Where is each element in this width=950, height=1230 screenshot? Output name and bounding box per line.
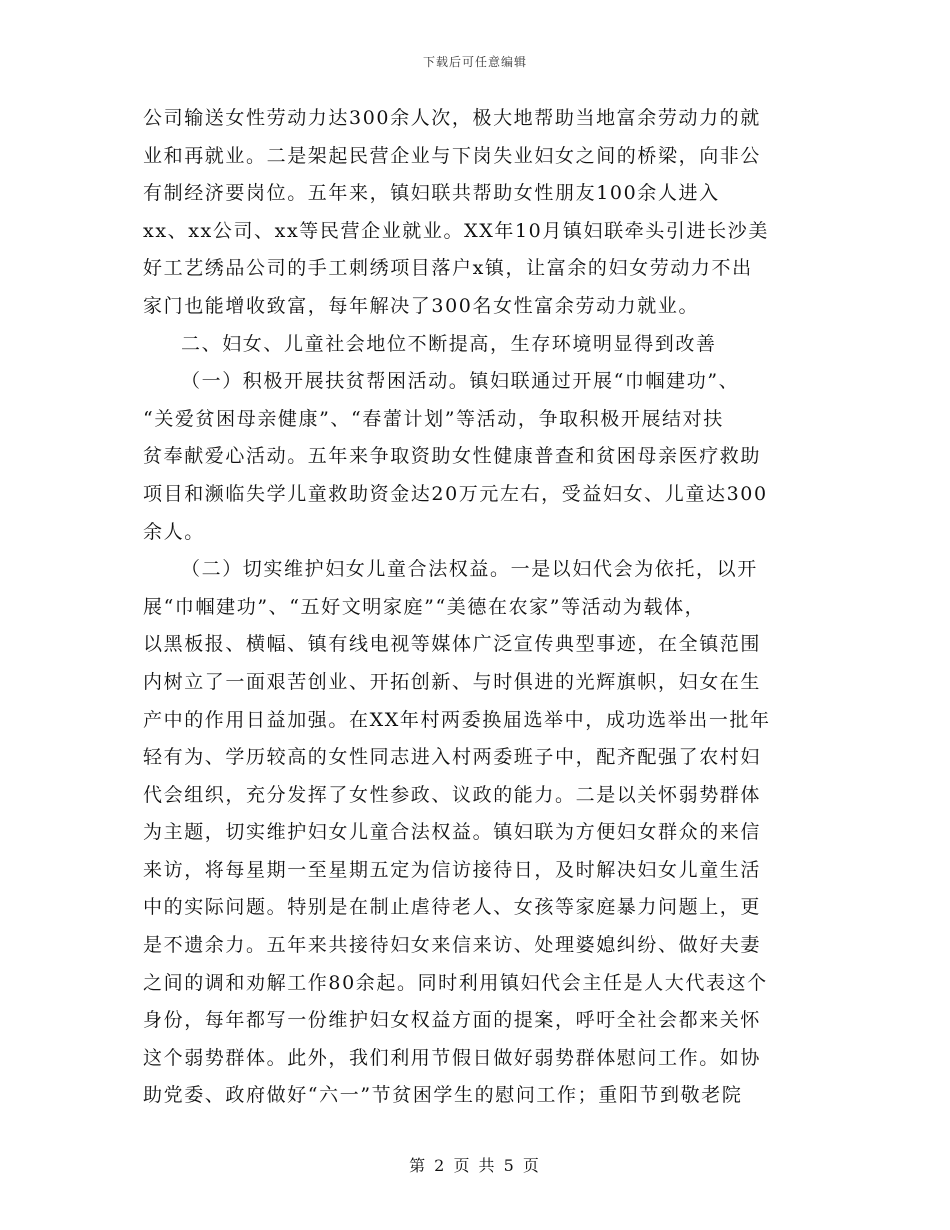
text-line: 公司输送女性劳动力达300余人次，极大地帮助当地富余劳动力的就 xyxy=(143,107,761,129)
text-line: 身份，每年都写一份维护妇女权益方面的提案，呼吁全社会都来关怀 xyxy=(143,1009,762,1032)
text-line: “关爱贫困母亲健康”、“春蕾计划”等活动，争取积极开展结对扶 xyxy=(143,407,724,430)
text-line: 内树立了一面艰苦创业、开拓创新、与时俱进的光辉旗帜，妇女在生 xyxy=(143,670,762,693)
text-line: 展“巾帼建功”、“五好文明家庭”“美德在农家”等活动为载体， xyxy=(143,595,706,618)
text-line: 贫奉献爱心活动。五年来争取资助女性健康普查和贫困母亲医疗救助 xyxy=(143,445,762,468)
text-line: 为主题，切实维护妇女儿童合法权益。镇妇联为方便妇女群众的来信 xyxy=(143,821,762,844)
text-line: 中的实际问题。特别是在制止虐待老人、女孩等家庭暴力问题上，更 xyxy=(143,896,762,919)
text-line: 好工艺绣品公司的手工刺绣项目落户x镇，让富余的妇女劳动力不出 xyxy=(143,257,753,280)
text-line: 家门也能增收致富，每年解决了300名女性富余劳动力就业。 xyxy=(143,294,700,317)
text-line: 来访，将每星期一至星期五定为信访接待日，及时解决妇女儿童生活 xyxy=(143,858,762,881)
document-body xyxy=(143,100,813,1115)
text-line: 轻有为、学历较高的女性同志进入村两委班子中，配齐配强了农村妇 xyxy=(143,746,762,769)
text-line: 余人。 xyxy=(143,520,205,543)
text-line: 有制经济要岗位。五年来，镇妇联共帮助女性朋友100余人进入 xyxy=(143,182,720,205)
text-line: 项目和濒临失学儿童救助资金达20万元左右，受益妇女、儿童达300 xyxy=(143,482,768,505)
subsection-heading: （一）积极开展扶贫帮困活动。镇妇联通过开展“巾帼建功”、 xyxy=(181,370,740,393)
text-line: 代会组织，充分发挥了女性参政、议政的能力。二是以关怀弱势群体 xyxy=(143,783,762,806)
text-line: 以黑板报、横幅、镇有线电视等媒体广泛宣传典型事迹，在全镇范围 xyxy=(143,633,762,656)
text-line: 业和再就业。二是架起民营企业与下岗失业妇女之间的桥梁，向非公 xyxy=(143,144,762,167)
page-header-note: 下载后可任意编辑 xyxy=(422,55,527,69)
text-line: 是不遗余力。五年来共接待妇女来信来访、处理婆媳纠纷、做好夫妻 xyxy=(143,934,762,957)
text-line: 产中的作用日益加强。在XX年村两委换届选举中，成功选举出一批年 xyxy=(143,708,771,731)
subsection-heading: （二）切实维护妇女儿童合法权益。一是以妇代会为依托，以开 xyxy=(181,558,758,581)
text-line: xx、xx公司、xx等民营企业就业。XX年10月镇妇联牵头引进长沙美 xyxy=(143,219,769,242)
page-number-footer: 第 2 页 共 5 页 xyxy=(409,1156,541,1175)
section-heading: 二、妇女、儿童社会地位不断提高，生存环境明显得到改善 xyxy=(181,332,717,355)
text-line: 这个弱势群体。此外，我们利用节假日做好弱势群体慰问工作。如协 xyxy=(143,1046,762,1069)
text-line: 助党委、政府做好“六一”节贫困学生的慰问工作；重阳节到敬老院 xyxy=(143,1084,743,1107)
text-line: 之间的调和劝解工作80余起。同时利用镇妇代会主任是人大代表这个 xyxy=(143,971,768,994)
